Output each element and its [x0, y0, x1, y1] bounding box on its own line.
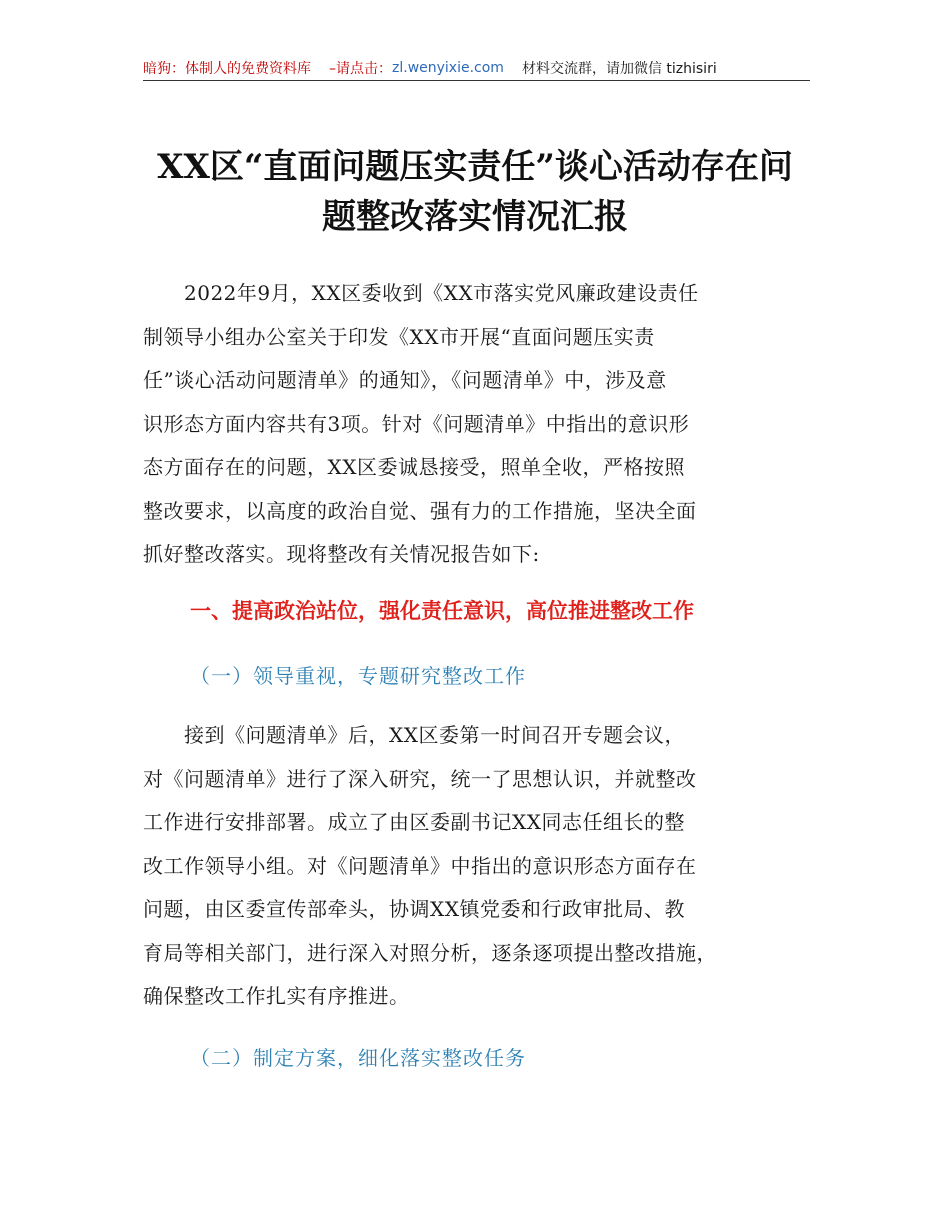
title-line-1: XX区“直面问题压实责任”谈心活动存在问: [157, 147, 793, 187]
body-line: 确保整改工作扎实有序推进。: [143, 984, 410, 1008]
body-line: 改工作领导小组。对《问题清单》中指出的意识形态方面存在: [143, 853, 697, 878]
title-line-2: 题整改落实情况汇报: [322, 197, 628, 237]
body-line: 对《问题清单》进行了深入研究，统一了思想认识，并就整改: [143, 766, 697, 791]
body-line: 工作进行安排部署。成立了由区委副书记XX同志任组长的整: [143, 810, 685, 834]
section-1-heading: 一、提高政治站位，强化责任意识，高位推进整改工作: [190, 599, 694, 623]
subsection-1-heading: （一）领导重视，专题研究整改工作: [190, 664, 526, 688]
subsection-2-heading: （二）制定方案，细化落实整改任务: [190, 1046, 526, 1070]
page-header: [143, 58, 810, 78]
intro-line: 态方面存在的问题，XX区委诚恳接受，照单全收，严格按照: [143, 455, 685, 479]
header-link[interactable]: zl.wenyixie.com: [392, 60, 504, 76]
header-ad-text: 暗狗：体制人的免费资料库: [143, 61, 311, 77]
intro-line: 任”谈心活动问题清单》的通知》，《问题清单》中，涉及意: [143, 368, 667, 392]
subsection-1-paragraph: [143, 714, 813, 1019]
intro-line: 制领导小组办公室关于印发《XX市开展“直面问题压实责: [143, 324, 655, 349]
header-prompt: –请点击：: [329, 61, 392, 77]
header-contact: 材料交流群，请加微信 tizhisiri: [521, 61, 717, 77]
intro-line: 抓好整改落实。现将整改有关情况报告如下:: [143, 542, 540, 566]
intro-line: 2022年9月，XX区委收到《XX市落实党风廉政建设责任: [143, 281, 699, 305]
body-line: 问题，由区委宣传部牵头，协调XX镇党委和行政审批局、教: [143, 897, 685, 921]
intro-line: 整改要求，以高度的政治自觉、强有力的工作措施，坚决全面: [143, 498, 697, 523]
header-divider: [143, 80, 810, 81]
intro-line: 识形态方面内容共有3项。针对《问题清单》中指出的意识形: [143, 411, 690, 436]
document-title: [140, 142, 810, 242]
intro-paragraph: [143, 272, 813, 577]
body-line: 育局等相关部门，进行深入对照分析，逐条逐项提出整改措施，: [143, 940, 717, 965]
body-line: 接到《问题清单》后，XX区委第一时间召开专题会议，: [143, 723, 685, 747]
